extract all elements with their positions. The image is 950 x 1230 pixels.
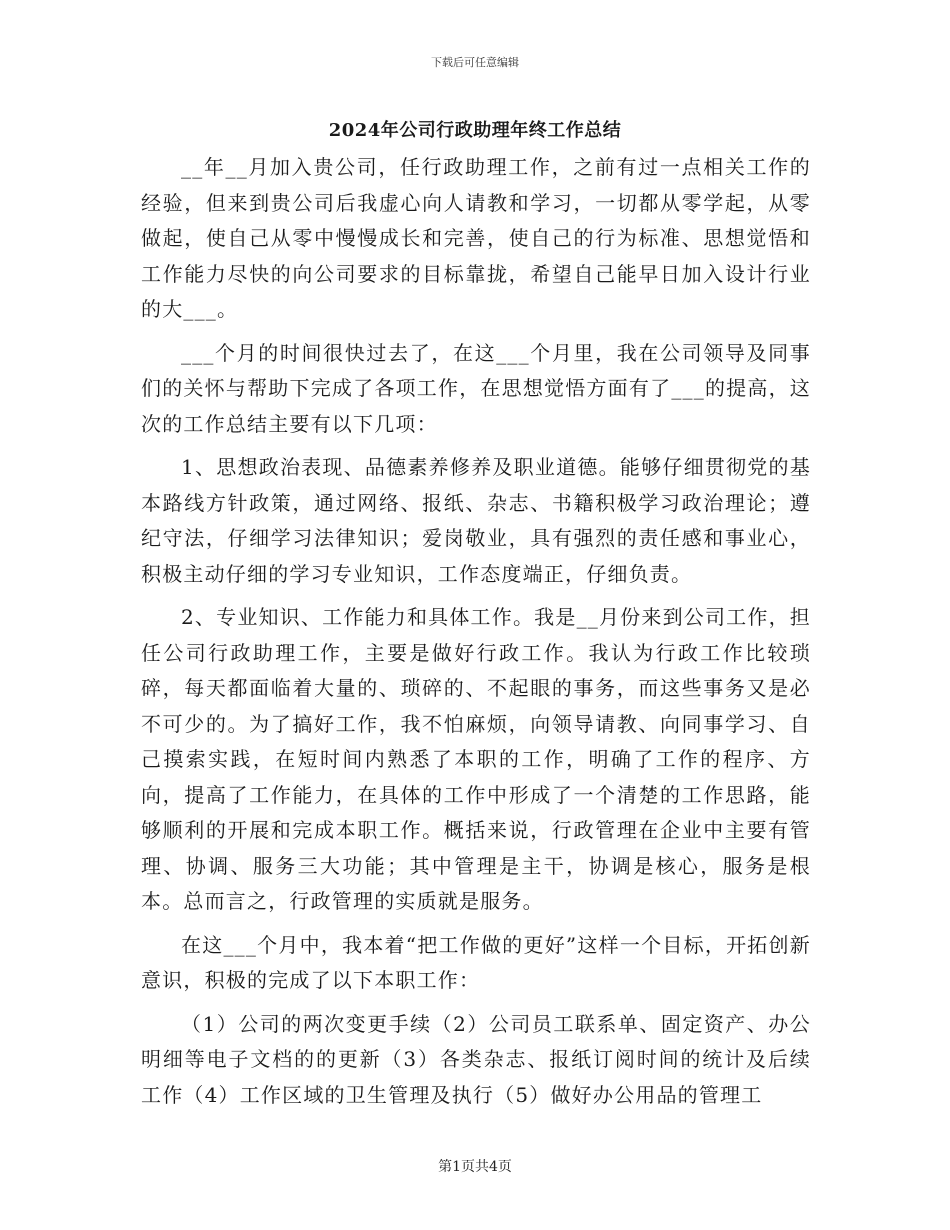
document-body [141, 150, 811, 1113]
header-note: 下载后可任意编辑 [431, 56, 519, 69]
paragraph-intro: __年__月加入贵公司，任行政助理工作，之前有过一点相关工作的经验，但来到贵公司后我虚心向人请教和学习，一切都从零学起，从零做起，使自己从零中慢慢成长和完善，使自己的行为标准、思想觉悟和工作能力尽快的向公司要求的目标靠拢，希望自己能早日加入设计行业的大___。 [141, 155, 811, 321]
page-footer: 第1页共4页 [438, 1159, 512, 1175]
paragraph-duties-list: （1）公司的两次变更手续（2）公司员工联系单、固定资产、办公明细等电子文档的的更新（3）各类杂志、报纸订阅时间的统计及后续工作（4）工作区域的卫生管理及执行（5）做好办公用品的管理工 [141, 1011, 811, 1107]
paragraph-overview: ___个月的时间很快过去了，在这___个月里，我在公司领导及同事们的关怀与帮助下完成了各项工作，在思想觉悟方面有了___的提高，这次的工作总结主要有以下几项： [141, 340, 811, 436]
paragraph-item-2: 2、专业知识、工作能力和具体工作。我是__月份来到公司工作，担任公司行政助理工作，主要是做好行政工作。我认为行政工作比较琐碎，每天都面临着大量的、琐碎的、不起眼的事务，而这些事务又是必不可少的。为了搞好工作，我不怕麻烦，向领导请教、向同事学习、自己摸索实践，在短时间内熟悉了本职的工作，明确了工作的程序、方向，提高了工作能力，在具体的工作中形成了一个清楚的工作思路，能够顺利的开展和完成本职工作。概括来说，行政管理在企业中主要有管理、协调、服务三大功能；其中管理是主干，协调是核心，服务是根本。总而言之，行政管理的实质就是服务。 [141, 605, 811, 913]
document-title: 2024年公司行政助理年终工作总结 [328, 120, 622, 141]
paragraph-duties-intro: 在这___个月中，我本着“把工作做的更好”这样一个目标，开拓创新意识，积极的完成了以下本职工作： [141, 932, 811, 992]
paragraph-item-1: 1、思想政治表现、品德素养修养及职业道德。能够仔细贯彻党的基本路线方针政策，通过网络、报纸、杂志、书籍积极学习政治理论；遵纪守法，仔细学习法律知识；爱岗敬业，具有强烈的责任感和事业心，积极主动仔细的学习专业知识，工作态度端正，仔细负责。 [141, 455, 811, 586]
